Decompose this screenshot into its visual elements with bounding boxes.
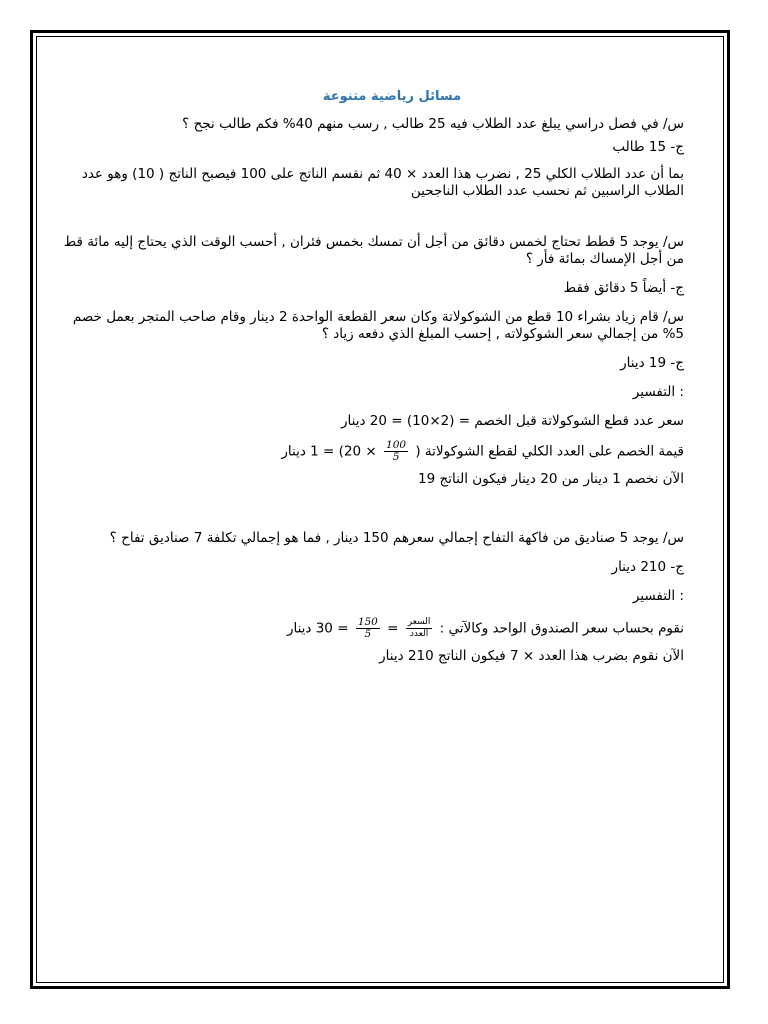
answer-1: ج- 15 طالب <box>612 139 684 155</box>
fraction-100-over-5 <box>384 440 408 463</box>
step-4-1 <box>60 617 684 640</box>
step-3-2-before: قيمة الخصم على العدد الكلي لقطع الشوكولاتة ( <box>415 443 684 460</box>
step-3-3: الآن نخصم 1 دينار من 20 دينار فيكون الناتج 19 <box>418 471 684 487</box>
step-4-1-after: = 30 دينار <box>286 620 349 637</box>
fraction-numerator: 150 <box>357 616 378 628</box>
document-title: مسائل رياضية متنوعة <box>322 89 462 104</box>
answer-4: ج- 210 دينار <box>611 559 684 575</box>
step-3-2-after: × 20) = 1 دينار <box>281 443 377 460</box>
fraction-denominator: العدد <box>409 629 429 639</box>
explanation-label-4: : التفسير <box>632 588 684 604</box>
fraction-150-over-5 <box>356 617 380 640</box>
fraction-numerator: 100 <box>386 439 407 451</box>
step-3-1: سعر عدد قطع الشوكولاتة قبل الخصم = (2×10) = 20 دينار <box>341 413 684 429</box>
question-3: س/ قام زياد بشراء 10 قطع من الشوكولاتة وكان سعر القطعة الواحدة 2 دينار وقام صاحب المتجر بعمل خصم 5% من إجمالي سعر الشوكولاته , إحسب المبلغ الذي دفعه زياد ؟ <box>72 309 684 342</box>
step-4-1-before: نقوم بحساب سعر الصندوق الواحد وكالآتي : <box>439 620 684 637</box>
fraction-numerator: السعر <box>407 617 431 627</box>
spacer <box>60 206 684 234</box>
explanation-1: بما أن عدد الطلاب الكلي 25 , نضرب هذا العدد × 40 ثم نقسم الناتج على 100 فيصبح الناتج ( 10) وهو عدد الطلاب الراسبين ثم نحسب عدد الطلاب الناجحين <box>81 166 684 199</box>
answer-2: ج- أيضاً 5 دقائق فقط <box>563 280 684 296</box>
explanation-label-3: : التفسير <box>632 384 684 400</box>
question-2: س/ يوجد 5 قطط تحتاج لخمس دقائق من أجل أن تمسك بخمس فئران , أحسب الوقت الذي يحتاج إليه مائة قط من أجل الإمساك بمائة فأر ؟ <box>63 234 684 267</box>
spacer <box>60 494 684 530</box>
question-4: س/ يوجد 5 صناديق من فاكهة التفاح إجمالي سعرهم 150 دينار , فما هو إجمالي تكلفة 7 صناديق تفاح ؟ <box>109 530 684 546</box>
fraction-denominator: 5 <box>364 628 372 640</box>
equals-sign: = <box>387 620 399 637</box>
document-body <box>60 88 684 671</box>
fraction-price-over-count <box>406 617 433 640</box>
question-1: س/ في فصل دراسي يبلغ عدد الطلاب فيه 25 طالب , رسب منهم 40% فكم طالب نجح ؟ <box>182 116 684 132</box>
step-3-2 <box>60 440 684 463</box>
fraction-denominator: 5 <box>392 451 400 463</box>
step-4-2: الآن نقوم بضرب هذا العدد × 7 فيكون الناتج 210 دينار <box>379 648 684 664</box>
answer-3: ج- 19 دينار <box>620 355 684 371</box>
